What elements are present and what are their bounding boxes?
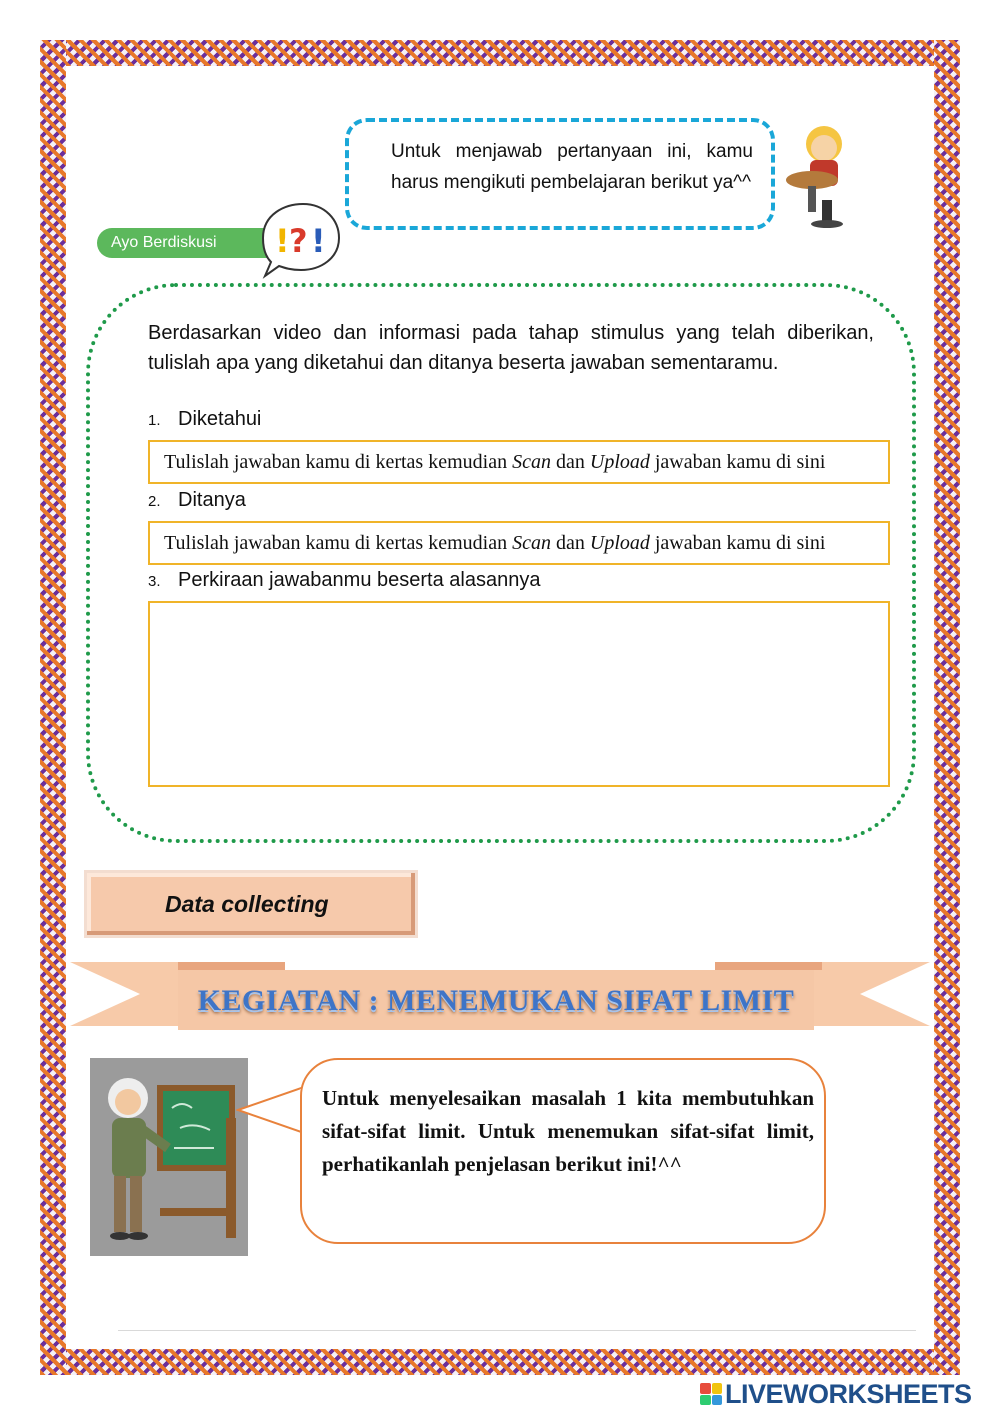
border-top (40, 40, 960, 66)
activity-title: KEGIATAN : MENEMUKAN SIFAT LIMIT (178, 970, 814, 1030)
intro-text: Untuk menjawab pertanyaan ini, kamu harus mengikuti pembelajaran berikut ya^^ (391, 141, 753, 193)
question-3-text: Perkiraan jawabanmu beserta alasannya (178, 569, 541, 591)
discussion-label (97, 228, 267, 258)
student-at-desk-icon (782, 120, 862, 230)
border-bottom (40, 1349, 960, 1375)
answer-2-scan: Scan (512, 532, 551, 554)
answer-field-known[interactable] (148, 440, 890, 484)
teacher-speech-bubble (300, 1058, 826, 1244)
answer-1-upload: Upload (589, 451, 650, 473)
question-2-text: Ditanya (178, 489, 246, 511)
border-right (934, 40, 960, 1375)
question-1-number: 1. (148, 412, 161, 429)
teacher-at-chalkboard-image (90, 1058, 248, 1256)
answer-1-text-a: Tulislah jawaban kamu di kertas kemudian (164, 451, 513, 473)
intro-bubble (345, 118, 775, 230)
answer-field-asked[interactable] (148, 521, 890, 565)
question-3-label (148, 569, 540, 592)
answer-2-upload: Upload (589, 532, 650, 554)
question-3-number: 3. (148, 573, 161, 590)
task-prompt: Berdasarkan video dan informasi pada tahap stimulus yang telah diberikan, tulislah apa yang diketahui dan ditanya beserta jawaban sementaramu. (148, 322, 874, 374)
question-1-text: Diketahui (178, 408, 262, 430)
question-1-label (148, 408, 261, 431)
data-collecting-text: Data collecting (165, 891, 329, 917)
liveworksheets-logo-icon (700, 1383, 722, 1405)
border-left (40, 40, 66, 1375)
answer-2-text-b: jawaban kamu di sini (649, 532, 826, 554)
answer-field-estimate[interactable] (148, 601, 890, 787)
data-collecting-banner (84, 870, 418, 938)
question-2-number: 2. (148, 493, 161, 510)
answer-1-text-b: jawaban kamu di sini (649, 451, 826, 473)
teacher-illustration-icon (90, 1058, 248, 1256)
discussion-label-text: Ayo Berdiskusi (111, 234, 217, 251)
footer-divider (118, 1330, 916, 1331)
brand-name: LIVEWORKSHEETS (725, 1378, 972, 1409)
liveworksheets-brand[interactable] (700, 1378, 972, 1410)
question-2-label (148, 489, 246, 512)
answer-2-text-a: Tulislah jawaban kamu di kertas kemudian (164, 532, 513, 554)
svg-text:!: ! (311, 222, 326, 260)
answer-1-dan: dan (550, 451, 590, 473)
answer-2-dan: dan (550, 532, 590, 554)
answer-1-scan: Scan (512, 451, 551, 473)
speech-tail-icon (236, 1085, 306, 1135)
speech-text: Untuk menyelesaikan masalah 1 kita membutuhkan sifat-sifat limit. Untuk menemukan sifat-sifat limit, perhatikanlah penjelasan berikut ini!^^ (322, 1086, 814, 1176)
svg-text:!: ! (275, 222, 290, 260)
question-exclamation-bubble-icon (255, 200, 343, 280)
svg-text:?: ? (289, 222, 308, 260)
